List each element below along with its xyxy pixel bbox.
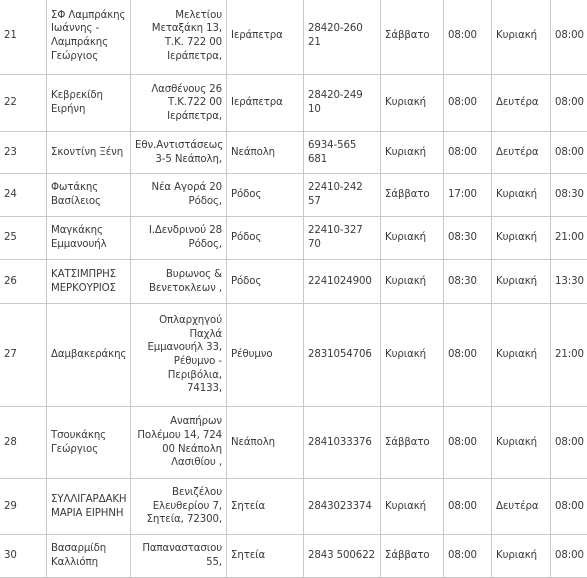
duty-start-time: 08:00 [444,304,492,407]
duty-start-time: 08:30 [444,217,492,260]
table-row [0,132,587,174]
duty-start-time: 08:00 [444,75,492,132]
row-number: 30 [0,535,47,578]
duty-end-day: Κυριακή [492,407,551,479]
pharmacy-city: Ρόδος [227,174,304,217]
pharmacist-name: ΚΑΤΣΙΜΠΡΗΣ ΜΕΡΚΟΥΡΙΟΣ [47,260,131,304]
pharmacy-phone: 22410-327 70 [304,217,381,260]
pharmacy-city: Σητεία [227,479,304,535]
pharmacy-address: Εθν.Αντιστάσεως 3-5 Νεάπολη, [131,132,227,174]
duty-end-day: Κυριακή [492,0,551,75]
pharmacy-address: Παπαναστασιου 55, [131,535,227,578]
row-number: 23 [0,132,47,174]
pharmacy-city: Ιεράπετρα [227,75,304,132]
duty-start-day: Σάββατο [381,535,444,578]
pharmacy-address: Νέα Αγορά 20 Ρόδος, [131,174,227,217]
row-number: 24 [0,174,47,217]
table-row [0,535,587,578]
duty-start-day: Κυριακή [381,217,444,260]
duty-end-time: 21:00 [551,304,587,407]
pharmacy-phone: 22410-242 57 [304,174,381,217]
duty-start-time: 08:00 [444,132,492,174]
duty-end-day: Κυριακή [492,535,551,578]
pharmacy-phone: 6934-565 681 [304,132,381,174]
duty-end-day: Δευτέρα [492,75,551,132]
duty-end-time: 21:00 [551,217,587,260]
row-number: 28 [0,407,47,479]
table-row [0,407,587,479]
pharmacy-city: Ιεράπετρα [227,0,304,75]
duty-start-day: Σάββατο [381,0,444,75]
duty-end-time: 08:00 [551,535,587,578]
duty-start-time: 08:00 [444,0,492,75]
pharmacist-name: Σκοντίνη Ξένη [47,132,131,174]
pharmacist-name: ΣΦ Λαμπράκης Ιωάννης - Λαμπράκης Γεώργιος [47,0,131,75]
duty-end-time: 13:30 [551,260,587,304]
row-number: 22 [0,75,47,132]
duty-start-time: 08:30 [444,260,492,304]
table-row [0,174,587,217]
pharmacist-name: Μαγκάκης Εμμανουήλ [47,217,131,260]
row-number: 27 [0,304,47,407]
table-row [0,260,587,304]
pharmacy-address: Λασθένους 26 Τ.Κ.722 00 Ιεράπετρα, [131,75,227,132]
duty-start-day: Σάββατο [381,174,444,217]
row-number: 29 [0,479,47,535]
table-row [0,304,587,407]
table-row [0,479,587,535]
pharmacy-city: Ρόδος [227,260,304,304]
pharmacy-phone: 2831054706 [304,304,381,407]
duty-end-day: Δευτέρα [492,479,551,535]
duty-start-day: Σάββατο [381,407,444,479]
pharmacy-phone: 28420-249 10 [304,75,381,132]
row-number: 26 [0,260,47,304]
duty-end-time: 08:00 [551,407,587,479]
duty-start-time: 08:00 [444,479,492,535]
row-number: 21 [0,0,47,75]
pharmacy-address: Βενιζέλου Ελευθερίου 7, Σητεία, 72300, [131,479,227,535]
duty-start-time: 17:00 [444,174,492,217]
duty-end-time: 08:00 [551,75,587,132]
pharmacy-address: Βυρωνος & Βενετοκλεων , [131,260,227,304]
pharmacy-city: Ρόδος [227,217,304,260]
pharmacy-phone: 2241024900 [304,260,381,304]
pharmacy-address: Οπλαρχηγού Παχλά Εμμανουήλ 33, Ρέθυμνο - Περιβόλια, 74133, [131,304,227,407]
duty-start-day: Κυριακή [381,304,444,407]
pharmacist-name: Κεβρεκίδη Ειρήνη [47,75,131,132]
pharmacy-phone: 2843 500622 [304,535,381,578]
duty-end-time: 08:00 [551,479,587,535]
table-row [0,217,587,260]
pharmacy-city: Ρέθυμνο [227,304,304,407]
duty-start-day: Κυριακή [381,132,444,174]
pharmacy-address: Μελετίου Μεταξάκη 13, Τ.Κ. 722 00 Ιεράπετρα, [131,0,227,75]
pharmacy-address: Αναπήρων Πολέμου 14, 724 00 Νεάπολη Λασιθίου , [131,407,227,479]
duty-end-day: Κυριακή [492,260,551,304]
pharmacy-city: Νεάπολη [227,407,304,479]
pharmacist-name: Τσουκάκης Γεώργιος [47,407,131,479]
pharmacy-city: Νεάπολη [227,132,304,174]
duty-start-time: 08:00 [444,535,492,578]
duty-end-day: Κυριακή [492,304,551,407]
pharmacy-phone: 2843023374 [304,479,381,535]
duty-end-time: 08:00 [551,132,587,174]
duty-end-time: 08:30 [551,174,587,217]
duty-start-day: Κυριακή [381,260,444,304]
duty-start-day: Κυριακή [381,75,444,132]
duty-end-day: Δευτέρα [492,132,551,174]
duty-end-time: 08:00 [551,0,587,75]
pharmacist-name: Βασαρμίδη Καλλιόπη [47,535,131,578]
duty-end-day: Κυριακή [492,217,551,260]
pharmacy-city: Σητεία [227,535,304,578]
pharmacy-address: Ι.Δενδρινού 28 Ρόδος, [131,217,227,260]
duty-start-time: 08:00 [444,407,492,479]
row-number: 25 [0,217,47,260]
duty-end-day: Κυριακή [492,174,551,217]
duty-start-day: Κυριακή [381,479,444,535]
pharmacist-name: ΣΥΛΛΙΓΑΡΔΑΚΗ ΜΑΡΙΑ ΕΙΡΗΝΗ [47,479,131,535]
table-row [0,75,587,132]
pharmacist-name: Δαμβακεράκης [47,304,131,407]
pharmacy-phone: 28420-260 21 [304,0,381,75]
pharmacy-phone: 2841033376 [304,407,381,479]
table-row [0,0,587,75]
pharmacist-name: Φωτάκης Βασίλειος [47,174,131,217]
